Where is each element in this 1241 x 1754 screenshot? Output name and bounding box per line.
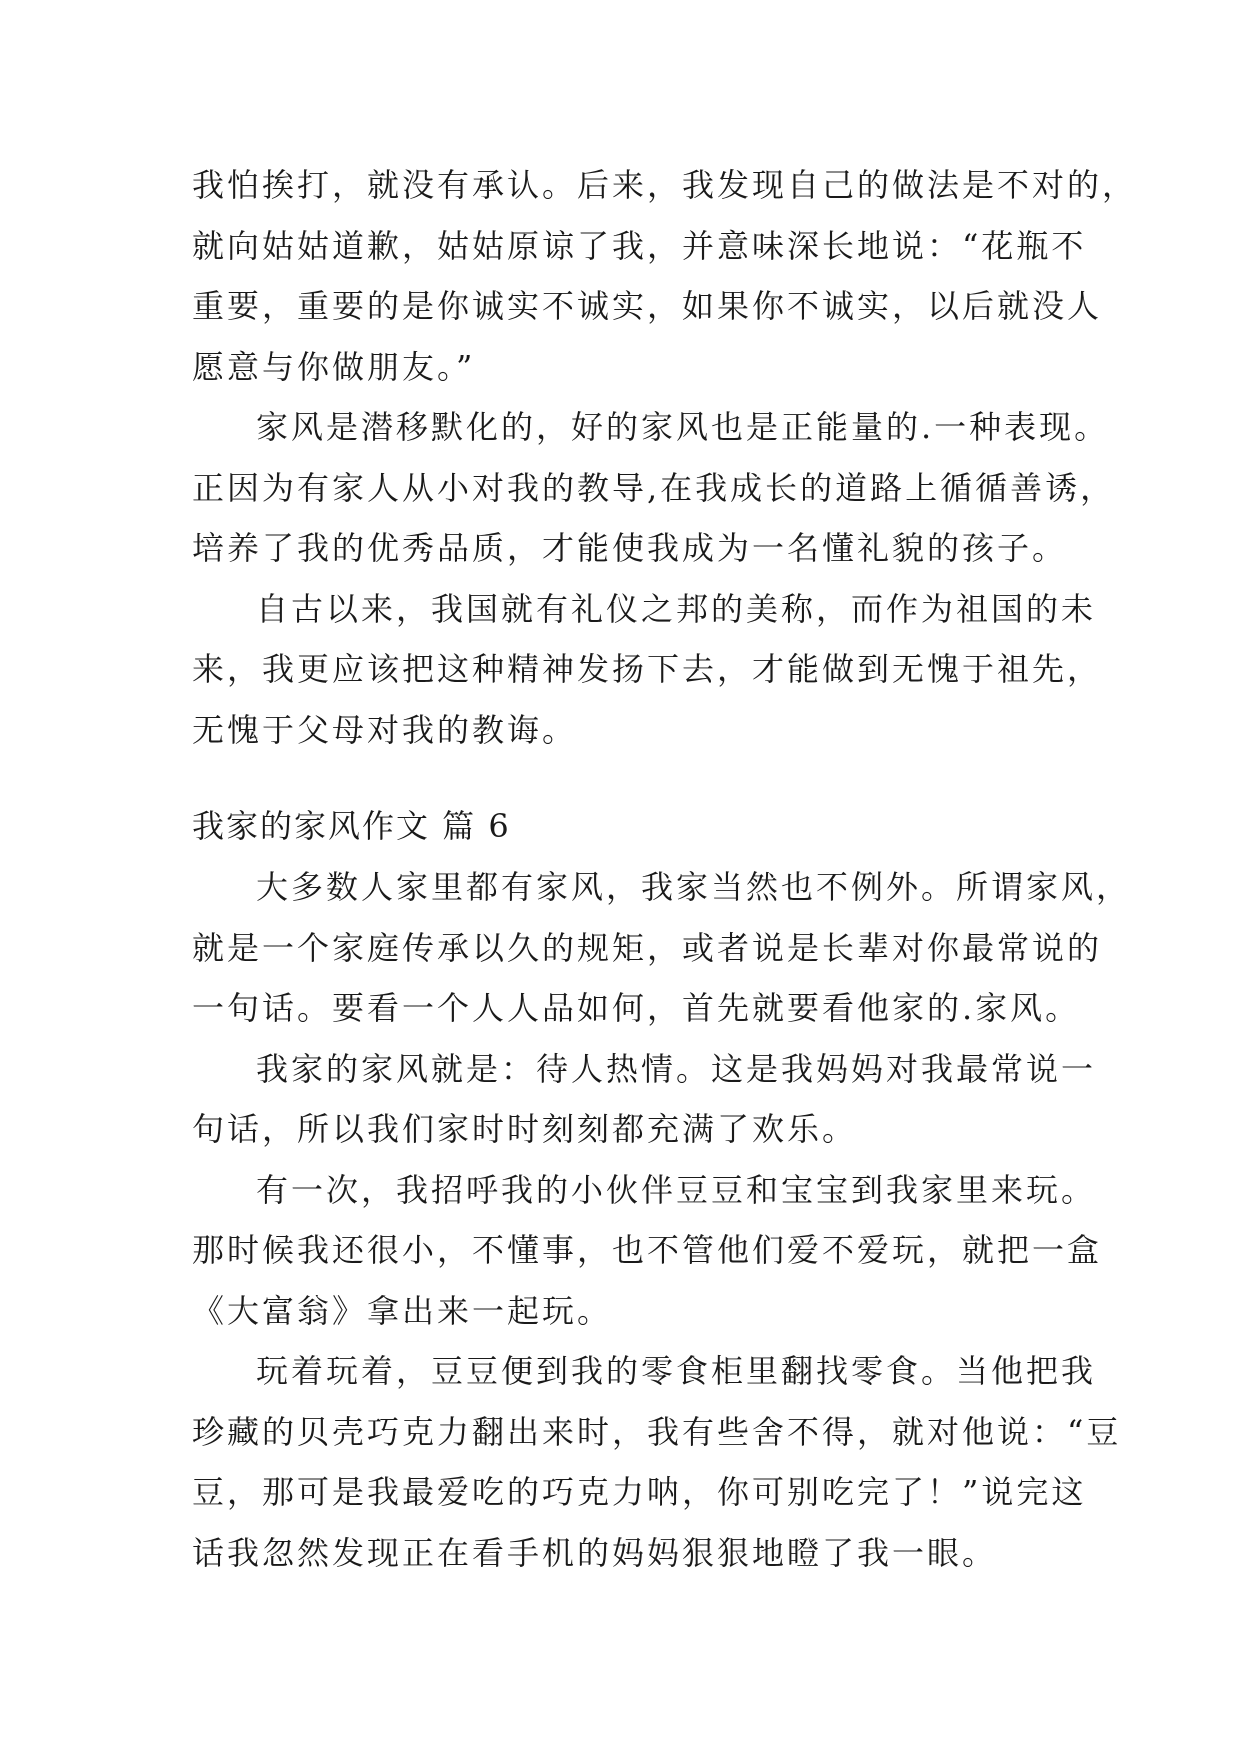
text-line: 珍藏的贝壳巧克力翻出来时，我有些舍不得，就对他说：“豆 [192,1412,1122,1451]
text-line: 愿意与你做朋友。” [192,347,476,386]
text-line: 家风是潜移默化的，好的家风也是正能量的.一种表现。 [256,408,1110,446]
text-line: 我怕挨打，就没有承认。后来，我发现自己的做法是不对的， [192,166,1138,204]
section-heading: 我家的家风作文 篇 6 [192,807,511,845]
text-line: 来，我更应该把这种精神发扬下去，才能做到无愧于祖先， [192,650,1103,688]
paragraph [192,579,1103,761]
text-line: 无愧于父母对我的教诲。 [192,710,578,749]
text-line: 玩着玩着，豆豆便到我的零食柜里翻找零食。当他把我 [256,1352,1097,1390]
text-line: 自古以来，我国就有礼仪之邦的美称，而作为祖国的未 [256,589,1097,628]
paragraph [192,155,1138,397]
text-line: 一句话。要看一个人人品如何，首先就要看他家的.家风。 [192,989,1081,1027]
text-line: 大多数人家里都有家风，我家当然也不例外。所谓家风， [256,868,1132,906]
text-line: 重要，重要的是你诚实不诚实，如果你不诚实，以后就没人 [192,287,1103,325]
text-line: 就向姑姑道歉，姑姑原谅了我，并意味深长地说：“花瓶不 [192,226,1087,265]
text-line: 话我忽然发现正在看手机的妈妈狠狠地瞪了我一眼。 [192,1533,998,1572]
text-line: 那时候我还很小，不懂事，也不管他们爱不爱玩，就把一盒 [192,1231,1103,1269]
text-line: 句话，所以我们家时时刻刻都充满了欢乐。 [192,1110,858,1148]
text-line: 《大富翁》拿出来一起玩。 [192,1291,613,1330]
paragraph [192,397,1116,579]
text-line: 有一次，我招呼我的小伙伴豆豆和宝宝到我家里来玩。 [256,1170,1097,1209]
section-1-body [192,155,1138,760]
paragraph [192,1039,1097,1160]
paragraph [192,1160,1103,1342]
section-2-body [192,857,1132,1583]
text-line: 豆，那可是我最爱吃的巧克力呐，你可别吃完了！”说完这 [192,1473,1087,1511]
text-line: 正因为有家人从小对我的教导,在我成长的道路上循循善诱， [192,468,1116,507]
text-line: 我家的家风就是：待人热情。这是我妈妈对我最常说一 [256,1049,1097,1088]
paragraph [192,857,1132,1039]
text-line: 培养了我的优秀品质，才能使我成为一名懂礼貌的孩子。 [192,529,1068,567]
text-line: 就是一个家庭传承以久的规矩，或者说是长辈对你最常说的 [192,928,1103,967]
paragraph [192,1341,1122,1583]
